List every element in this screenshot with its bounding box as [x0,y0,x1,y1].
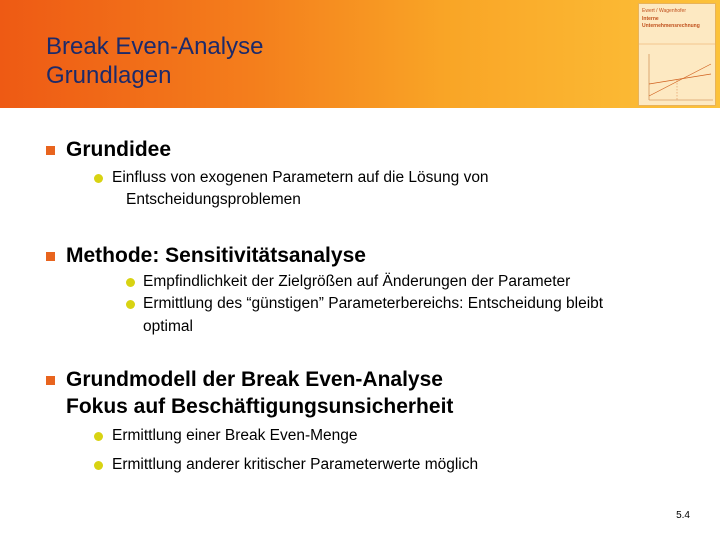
bullet-text-continuation: Entscheidungsproblemen [126,191,301,208]
cover-title-1: Interne [642,16,659,22]
title-line-1: Break Even-Analyse [46,33,264,60]
round-bullet-icon [126,300,135,309]
section-heading-grundidee: Grundidee [66,138,172,161]
bullet-text: Ermittlung anderer kritischer Parameterwerte möglich [112,456,479,473]
bullet-text: Einfluss von exogenen Parametern auf die Lösung von [112,169,489,186]
round-bullet-icon [126,278,135,287]
square-bullet-icon [46,146,55,155]
bullet-text-continuation: optimal [143,318,193,335]
title-line-2: Grundlagen [46,62,172,89]
bullet-text: Empfindlichkeit der Zielgrößen auf Änderungen der Parameter [143,273,571,290]
page-number: 5.4 [676,510,690,521]
square-bullet-icon [46,376,55,385]
bullet-text: Ermittlung einer Break Even-Menge [112,427,358,444]
section-heading-fokus: Fokus auf Beschäftigungsunsicherheit [66,395,454,418]
cover-title-2: Unternehmensrechnung [642,23,700,29]
header-banner [0,0,720,108]
bullet-text: Ermittlung des “günstigen” Parameterbereichs: Entscheidung bleibt [143,295,604,312]
cover-author: Ewert / Wagenhofer [642,8,687,14]
section-heading-grundmodell: Grundmodell der Break Even-Analyse [66,368,443,391]
slide-title [46,32,263,90]
square-bullet-icon [46,252,55,261]
round-bullet-icon [94,432,103,441]
book-cover-image [638,3,716,106]
round-bullet-icon [94,174,103,183]
round-bullet-icon [94,461,103,470]
section-heading-methode: Methode: Sensitivitätsanalyse [66,244,366,267]
